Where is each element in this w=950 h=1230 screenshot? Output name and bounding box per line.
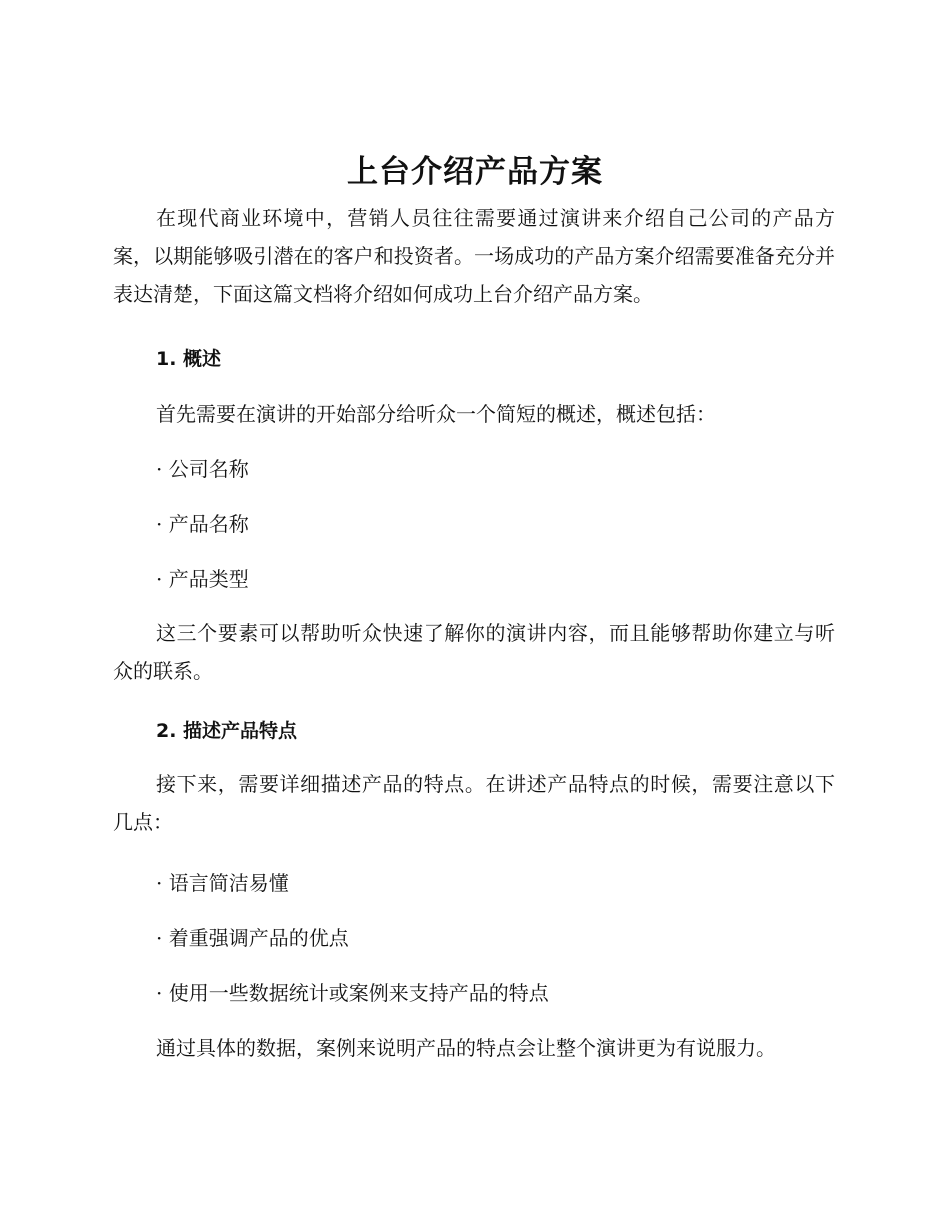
section-features-lead: 接下来，需要详细描述产品的特点。在讲述产品特点的时候，需要注意以下几点： <box>113 772 835 834</box>
bullet-emphasize-advantages: · 着重强调产品的优点 <box>156 926 349 950</box>
bullet-simple-language: · 语言简洁易懂 <box>156 871 289 895</box>
bullet-product-type: · 产品类型 <box>156 567 249 591</box>
section-overview-lead: 首先需要在演讲的开始部分给听众一个简短的概述，概述包括： <box>156 402 716 426</box>
bullet-use-data-cases: · 使用一些数据统计或案例来支持产品的特点 <box>156 981 549 1005</box>
intro-paragraph: 在现代商业环境中，营销人员往往需要通过演讲来介绍自己公司的产品方案，以期能够吸引潜在的客户和投资者。一场成功的产品方案介绍需要准备充分并表达清楚，下面这篇文档将介绍如何成功上台介绍产品方案。 <box>113 206 835 306</box>
bullet-company-name: · 公司名称 <box>156 457 249 481</box>
document-title: 上台介绍产品方案 <box>347 154 603 190</box>
section-features-closing: 通过具体的数据，案例来说明产品的特点会让整个演讲更为有说服力。 <box>156 1036 776 1060</box>
section-heading-overview: 1. 概述 <box>156 348 222 370</box>
bullet-product-name: · 产品名称 <box>156 512 249 536</box>
section-overview-closing: 这三个要素可以帮助听众快速了解你的演讲内容，而且能够帮助你建立与听众的联系。 <box>113 621 835 683</box>
section-heading-features: 2. 描述产品特点 <box>156 720 298 742</box>
